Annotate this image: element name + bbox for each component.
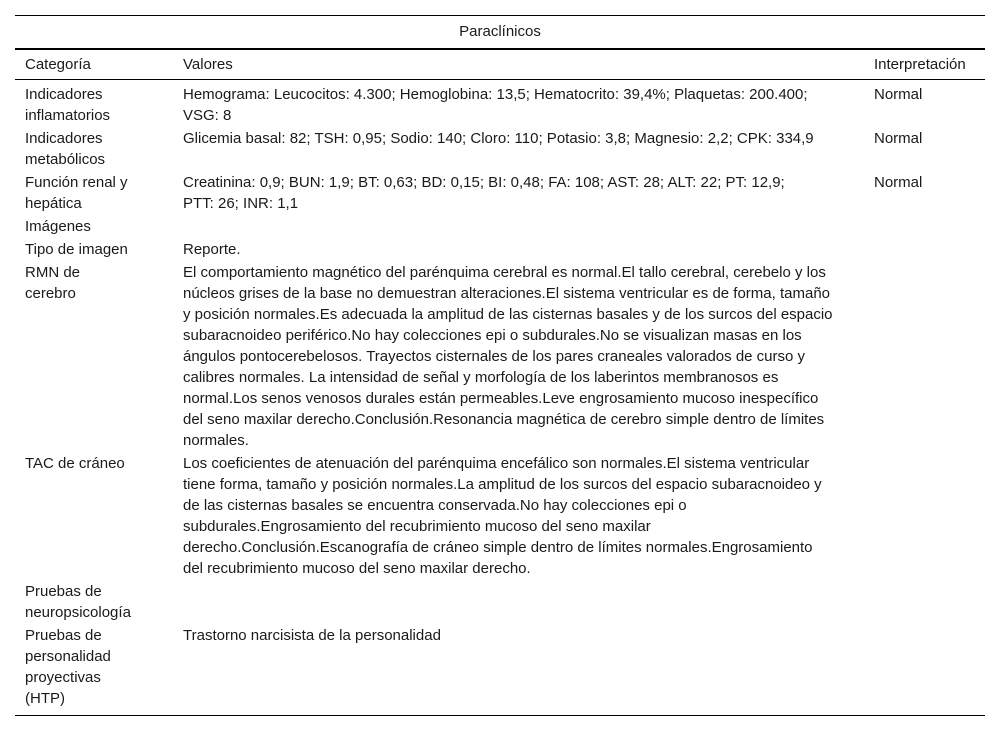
cell-valores: Reporte. bbox=[183, 241, 241, 258]
header-row bbox=[15, 50, 985, 80]
cell-interpretacion: Normal bbox=[874, 174, 923, 191]
table-row bbox=[15, 261, 985, 452]
cell-interpretacion bbox=[864, 624, 985, 715]
cell-categoria: Tipo de imagen bbox=[25, 241, 128, 258]
cell-valores: Los coeficientes de atenuación del parénquima encefálico son normales.El sistema ventricular tiene forma, tamaño y posición normales.La amplitud de los surcos del espacio subaracnoideo y de las cisternas basales se encuentra conservada.No hay colecciones epi o subdurales.Engrosamiento del recubrimiento mucoso del seno maxilar derecho.Conclusión.Escanografía de cráneo simple dentro de límites normales.Engrosamiento del recubrimiento mucoso del seno maxilar derecho. bbox=[183, 455, 822, 577]
cell-interpretacion bbox=[864, 452, 985, 580]
table-caption: Paraclínicos bbox=[459, 23, 541, 40]
cell-valores bbox=[173, 215, 864, 238]
header-valores: Valores bbox=[183, 56, 233, 73]
table-row bbox=[15, 80, 985, 128]
bottom-rule bbox=[15, 715, 985, 716]
header-interpretacion: Interpretación bbox=[874, 56, 966, 73]
table-row bbox=[15, 452, 985, 580]
table-row bbox=[15, 238, 985, 261]
table-row bbox=[15, 624, 985, 715]
cell-categoria: Indicadores metabólicos bbox=[25, 130, 106, 168]
table-row bbox=[15, 215, 985, 238]
cell-categoria: Indicadores inflamatorios bbox=[25, 86, 111, 124]
cell-categoria: TAC de cráneo bbox=[25, 455, 125, 472]
cell-valores: Hemograma: Leucocitos: 4.300; Hemoglobina: 13,5; Hematocrito: 39,4%; Plaquetas: 200.400; VSG: 8 bbox=[183, 86, 808, 124]
data-table bbox=[15, 50, 985, 715]
table-row bbox=[15, 171, 985, 215]
cell-categoria: Imágenes bbox=[25, 218, 91, 235]
header-categoria: Categoría bbox=[25, 56, 91, 73]
cell-interpretacion bbox=[864, 261, 985, 452]
cell-interpretacion bbox=[864, 580, 985, 624]
cell-interpretacion: Normal bbox=[874, 130, 923, 147]
table-row bbox=[15, 580, 985, 624]
cell-valores: Creatinina: 0,9; BUN: 1,9; BT: 0,63; BD: 0,15; BI: 0,48; FA: 108; AST: 28; ALT: 22; PT: 12,9; PTT: 26; INR: 1,1 bbox=[183, 174, 785, 212]
cell-valores bbox=[173, 580, 864, 624]
cell-valores: Trastorno narcisista de la personalidad bbox=[183, 627, 441, 644]
cell-valores: Glicemia basal: 82; TSH: 0,95; Sodio: 140; Cloro: 110; Potasio: 3,8; Magnesio: 2,2; CPK: 334,9 bbox=[183, 130, 814, 147]
cell-interpretacion: Normal bbox=[874, 86, 923, 103]
table-row bbox=[15, 127, 985, 171]
cell-categoria: Función renal y hepática bbox=[25, 174, 128, 212]
cell-categoria: RMN de cerebro bbox=[25, 264, 81, 302]
paraclinicos-table-container bbox=[15, 15, 985, 716]
cell-categoria: Pruebas de neuropsicología bbox=[25, 583, 131, 621]
cell-interpretacion bbox=[864, 238, 985, 261]
cell-categoria: Pruebas de personalidad proyectivas (HTP) bbox=[25, 627, 111, 707]
cell-interpretacion bbox=[864, 215, 985, 238]
cell-valores: El comportamiento magnético del parénquima cerebral es normal.El tallo cerebral, cerebelo y los núcleos grises de la base no demuestran alteraciones.El sistema ventricular es de forma, tamaño y posición normales.Es adecuada la amplitud de las cisternas basales y de los surcos del espacio subaracnoideo periférico.No hay colecciones epi o subdurales.No se visualizan masas en los ángulos pontocerebelosos. Trayectos cisternales de los pares craneales valorados de curso y calibres normales. La intensidad de señal y morfología de los laberintos membranosos es normal.Los senos venosos durales están permeables.Leve engrosamiento mucoso inespecífico del seno maxilar derecho.Conclusión.Resonancia magnética de cerebro simple dentro de límites normales. bbox=[183, 264, 833, 449]
